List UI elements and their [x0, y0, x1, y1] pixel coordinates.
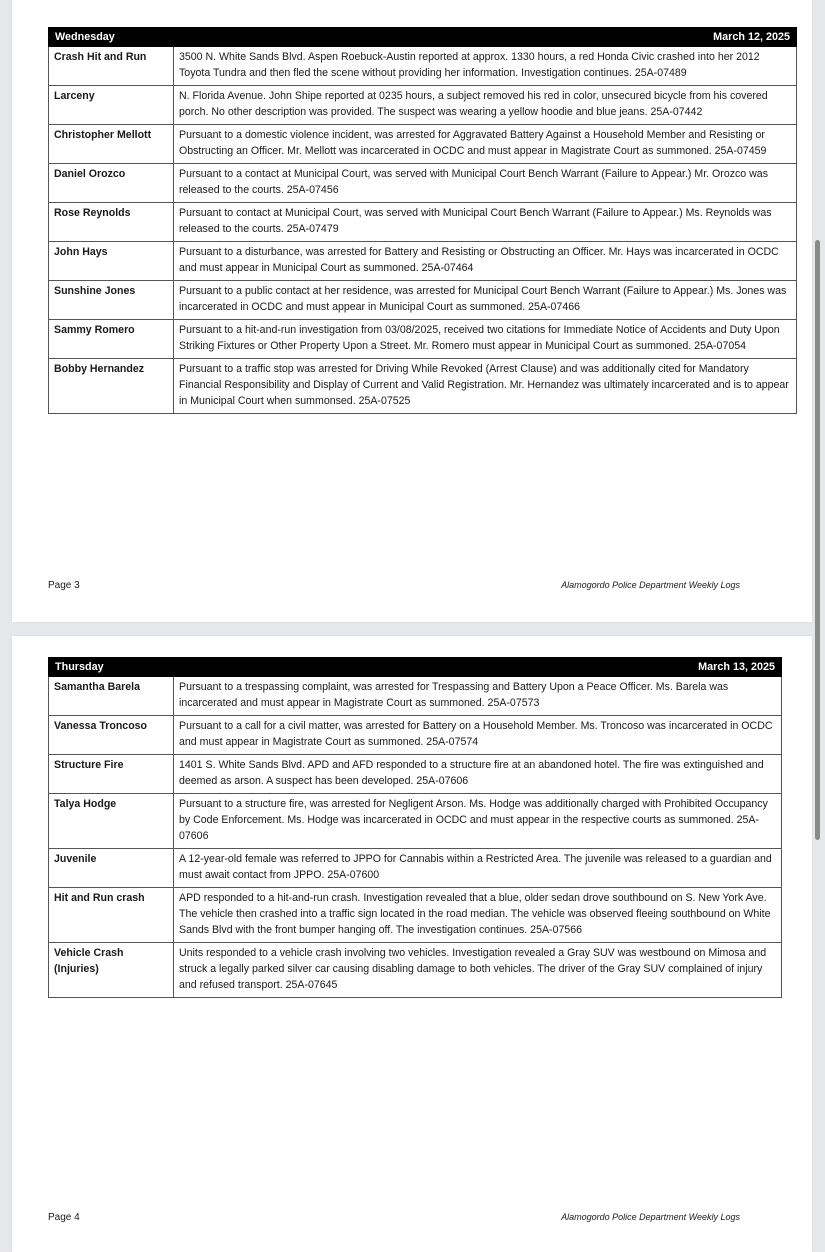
table-row: [49, 47, 797, 86]
entry-title: Christopher Mellott: [49, 125, 174, 164]
entry-title: Structure Fire: [49, 755, 174, 794]
entry-description: APD responded to a hit-and-run crash. Investigation revealed that a blue, older sedan drove southbound on S. New York Ave. The vehicle then crashed into a traffic sign located in the road median. The vehicle was observed fleeing southbound on White Sands Blvd with the front bumper hanging off. The investigation continues. 25A-07566: [174, 888, 782, 943]
entry-description: Pursuant to a public contact at her residence, was arrested for Municipal Court Bench Warrant (Failure to Appear.) Ms. Jones was incarcerated in OCDC and must appear in Municipal Court as summoned. 25A-07466: [174, 281, 797, 320]
entry-title: Vehicle Crash (Injuries): [49, 943, 174, 998]
entry-description: Pursuant to a domestic violence incident, was arrested for Aggravated Battery Against a Household Member and Resisting or Obstructing an Officer. Mr. Mellott was incarcerated in OCDC and must appear in Magistrate Court as summoned. 25A-07459: [174, 125, 797, 164]
page-number: Page 4: [48, 1212, 80, 1223]
daily-log-table: [48, 27, 797, 414]
entry-description: N. Florida Avenue. John Shipe reported at 0235 hours, a subject removed his red in color, unsecured bicycle from his covered porch. No other description was provided. The suspect was wearing a yellow hoodie and blue jeans. 25A-07442: [174, 86, 797, 125]
entry-description: Pursuant to a disturbance, was arrested for Battery and Resisting or Obstructing an Officer. Mr. Hays was incarcerated in OCDC and must appear in Municipal Court as summoned. 25A-07464: [174, 242, 797, 281]
document-page-3: [12, 0, 812, 622]
table-row: [49, 849, 782, 888]
entry-description: Pursuant to a call for a civil matter, was arrested for Battery on a Household Member. Ms. Troncoso was incarcerated in OCDC and must appear in Magistrate Court as summoned. 25A-07574: [174, 716, 782, 755]
entry-description: Pursuant to contact at Municipal Court, was served with Municipal Court Bench Warrant (Failure to Appear.) Ms. Reynolds was released to the courts. 25A-07479: [174, 203, 797, 242]
entry-title: Talya Hodge: [49, 794, 174, 849]
page-number: Page 3: [48, 580, 80, 591]
table-row: [49, 677, 782, 716]
entry-title: Bobby Hernandez: [49, 359, 174, 414]
table-row: [49, 359, 797, 414]
scrollbar-thumb[interactable]: [815, 240, 820, 840]
table-row: [49, 164, 797, 203]
entry-description: 3500 N. White Sands Blvd. Aspen Roebuck-Austin reported at approx. 1330 hours, a red Honda Civic crashed into her 2012 Toyota Tundra and then fled the scene without providing her information. Investigation continues. 25A-07489: [174, 47, 797, 86]
entry-title: Samantha Barela: [49, 677, 174, 716]
entry-description: Pursuant to a hit-and-run investigation from 03/08/2025, received two citations for Immediate Notice of Accidents and Duty Upon Striking Fixtures or Other Property Upon a Street. Mr. Romero must appear in Municipal Court as summoned. 25A-07054: [174, 320, 797, 359]
table-row: [49, 125, 797, 164]
table-header-row: [49, 28, 797, 47]
entry-description: Units responded to a vehicle crash involving two vehicles. Investigation revealed a Gray SUV was westbound on Mimosa and struck a legally parked silver car causing disabling damage to both vehicles. The driver of the Gray SUV complained of injury and refused transport. 25A-07645: [174, 943, 782, 998]
entry-title: Larceny: [49, 86, 174, 125]
table-row: [49, 320, 797, 359]
table-row: [49, 755, 782, 794]
entry-title: John Hays: [49, 242, 174, 281]
table-header-row: [49, 658, 782, 677]
entry-title: Daniel Orozco: [49, 164, 174, 203]
table-row: [49, 943, 782, 998]
entry-title: Sammy Romero: [49, 320, 174, 359]
daily-log-table: [48, 657, 782, 998]
date-header: March 12, 2025: [174, 28, 797, 47]
entry-title: Juvenile: [49, 849, 174, 888]
entry-description: Pursuant to a structure fire, was arrested for Negligent Arson. Ms. Hodge was additionally charged with Prohibited Occupancy by Code Enforcement. Ms. Hodge was incarcerated in OCDC and must appear in the respective courts as summoned. 25A-07606: [174, 794, 782, 849]
day-header: Thursday: [49, 658, 174, 677]
entry-description: A 12-year-old female was referred to JPPO for Cannabis within a Restricted Area. The juvenile was released to a guardian and must await contact from JPPO. 25A-07600: [174, 849, 782, 888]
table-row: [49, 86, 797, 125]
table-row: [49, 716, 782, 755]
table-row: [49, 794, 782, 849]
footer-title: Alamogordo Police Department Weekly Logs: [561, 1212, 740, 1222]
footer-title: Alamogordo Police Department Weekly Logs: [561, 580, 740, 590]
table-row: [49, 242, 797, 281]
entry-title: Sunshine Jones: [49, 281, 174, 320]
date-header: March 13, 2025: [174, 658, 782, 677]
document-page-4: [12, 636, 812, 1252]
entry-description: Pursuant to a trespassing complaint, was arrested for Trespassing and Battery Upon a Peace Officer. Ms. Barela was incarcerated and must appear in Magistrate Court as summoned. 25A-07573: [174, 677, 782, 716]
day-header: Wednesday: [49, 28, 174, 47]
table-row: [49, 203, 797, 242]
table-row: [49, 888, 782, 943]
entry-title: Rose Reynolds: [49, 203, 174, 242]
entry-title: Vanessa Troncoso: [49, 716, 174, 755]
entry-description: Pursuant to a contact at Municipal Court, was served with Municipal Court Bench Warrant (Failure to Appear.) Mr. Orozco was released to the courts. 25A-07456: [174, 164, 797, 203]
entry-title: Crash Hit and Run: [49, 47, 174, 86]
entry-title: Hit and Run crash: [49, 888, 174, 943]
entry-description: Pursuant to a traffic stop was arrested for Driving While Revoked (Arrest Clause) and was additionally cited for Mandatory Financial Responsibility and Display of Current and Valid Registration. Mr. Hernandez was ultimately incarcerated and is to appear in Municipal Court when summonsed. 25A-07525: [174, 359, 797, 414]
entry-description: 1401 S. White Sands Blvd. APD and AFD responded to a structure fire at an abandoned hotel. The fire was extinguished and deemed as arson. A suspect has been developed. 25A-07606: [174, 755, 782, 794]
table-row: [49, 281, 797, 320]
